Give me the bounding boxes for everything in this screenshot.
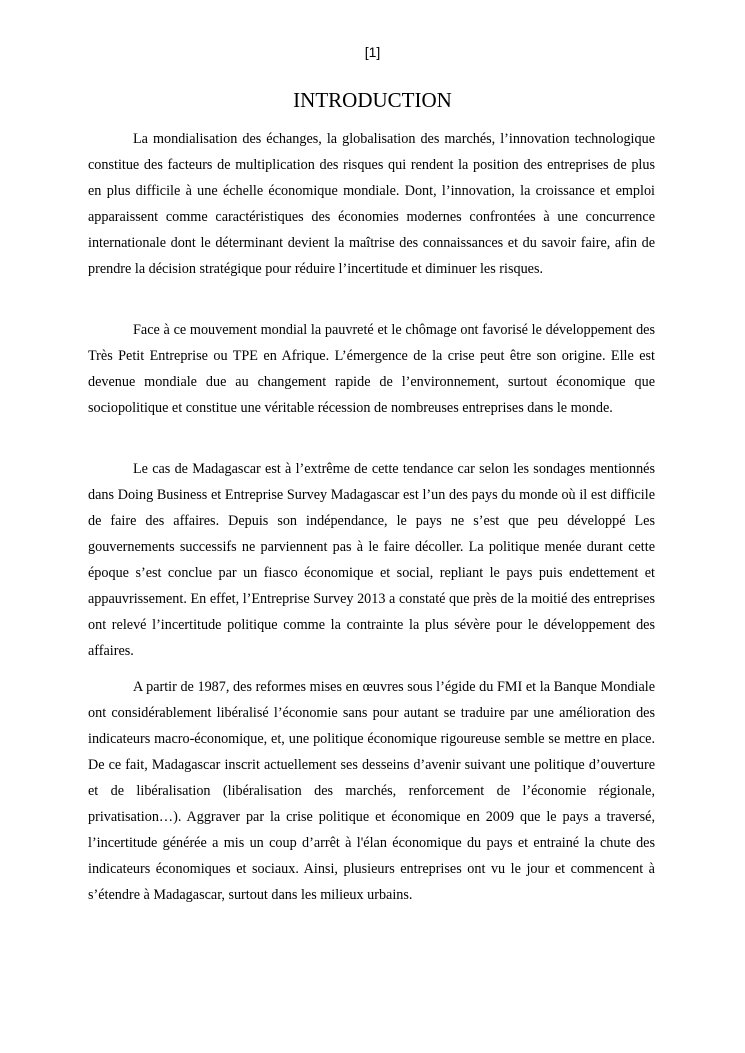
- section-heading: INTRODUCTION: [293, 88, 452, 112]
- paragraph-2: Face à ce mouvement mondial la pauvreté et le chômage ont favorisé le développement des Très Petit Entreprise ou TPE en Afrique. L’émergence de la crise peut être son origine. Elle est devenue mondiale due au changement rapide de l’environnement, surtout économique que sociopolitique et constitue une véritable récession de nombreuses entreprises dans le monde.: [88, 322, 655, 416]
- paragraph-4: A partir de 1987, des reformes mises en œuvres sous l’égide du FMI et la Banque Mondiale ont considérablement libéralisé l’économie sans pour autant se traduire par une amélioration des indicateurs macro-économique, et, une politique économique rigoureuse semble se mettre en place. De ce fait, Madagascar inscrit actuellement ses desseins d’avenir suivant une politique d’ouverture et de libéralisation (libéralisation des marchés, renforcement de l’économie régionale, privatisation…). Aggraver par la crise politique et économique en 2009 que le pays a traversé, l’incertitude générée a mis un coup d’arrêt à l'élan économique du pays et entrainé la chute des indicateurs économiques et sociaux. Ainsi, plusieurs entreprises ont vu le jour et commencent à s’étendre à Madagascar, surtout dans les milieux urbains.: [88, 679, 655, 903]
- paragraph-3: Le cas de Madagascar est à l’extrême de cette tendance car selon les sondages mentionnés dans Doing Business et Entreprise Survey Madagascar est l’un des pays du monde où il est difficile de faire des affaires. Depuis son indépendance, le pays ne s’est que peu développé Les gouvernements successifs ne parviennent pas à le faire décoller. La politique menée durant cette époque s’est conclue par un fiasco économique et social, repliant le pays puis endettement et appauvrissement. En effet, l’Entreprise Survey 2013 a constaté que près de la moitié des entreprises ont relevé l’incertitude politique comme la contrainte la plus sévère pour le développement des affaires.: [88, 461, 655, 659]
- paragraph-1: La mondialisation des échanges, la globalisation des marchés, l’innovation technologique constitue des facteurs de multiplication des risques qui rendent la position des entreprises de plus en plus difficile à une échelle économique mondiale. Dont, l’innovation, la croissance et emploi apparaissent comme caractéristiques des économies modernes confrontées à une concurrence internationale dont le déterminant devient la maîtrise des connaissances et du savoir faire, afin de prendre la décision stratégique pour réduire l’incertitude et diminuer les risques.: [88, 131, 655, 277]
- page-number: [1]: [364, 44, 381, 60]
